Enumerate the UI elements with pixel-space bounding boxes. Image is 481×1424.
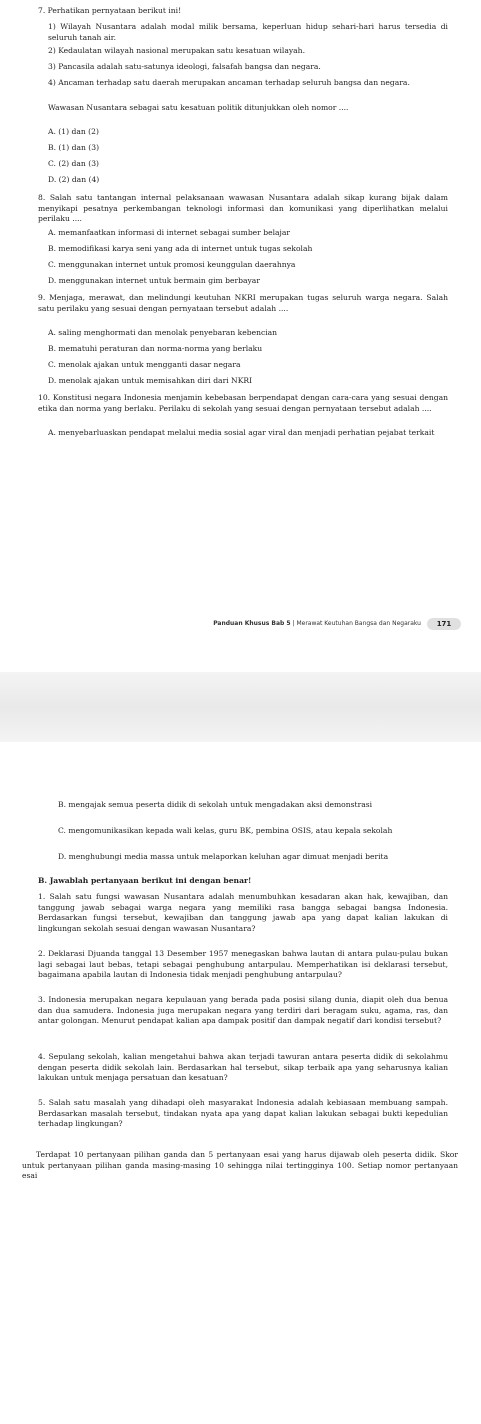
q7-option-b: B. (1) dan (3) [48, 143, 100, 152]
q7-option-c: C. (2) dan (3) [48, 159, 99, 168]
q10-option-a: A. menyebarluaskan pendapat melalui media sosial agar viral dan menjadi perhatian pejabat terkait [48, 428, 435, 437]
essay-question-1: 1. Salah satu fungsi wawasan Nusantara adalah menumbuhkan kesadaran akan hak, kewajiban, dan tanggung jawab sebagai warga negara yang memiliki rasa bangga sebagai bangsa Indonesia. Berdasarkan fungsi tersebut, kewajiban dan tanggung jawab apa yang dapat kalian lakukan di lingkungan sekolah sesuai dengan wawasan Nusantara? [38, 892, 448, 933]
question-8-stem: 8. Salah satu tantangan internal pelaksanaan wawasan Nusantara adalah sikap kurang bijak dalam menyikapi pesatnya perkembangan teknologi informasi dan komunikasi yang diperlihatkan melalui perilaku .... [38, 193, 448, 224]
footer-subtitle: | Merawat Keutuhan Bangsa dan Negaraku [290, 620, 421, 627]
footer-chapter: Panduan Khusus Bab 5 [213, 620, 291, 627]
question-7-stem: 7. Perhatikan pernyataan berikut ini! [38, 6, 182, 15]
q7-statement-4: 4) Ancaman terhadap satu daerah merupakan ancaman terhadap seluruh bangsa dan negara. [48, 78, 410, 87]
q8-option-b: B. memodifikasi karya seni yang ada di internet untuk tugas sekolah [48, 244, 313, 253]
q10-option-d: D. menghubungi media massa untuk melaporkan keluhan agar dimuat menjadi berita [58, 852, 389, 861]
essay-question-3: 3. Indonesia merupakan negara kepulauan yang berada pada posisi silang dunia, diapit oleh dua benua dan dua samudera. Indonesia juga merupakan negara yang terdiri dari beragam suku, agama, ras, dan antar golongan. Menurut pendapat kalian apa dampak positif dan dampak negatif dari kondisi tersebut? [38, 995, 448, 1026]
page-separator [0, 672, 481, 742]
q9-option-b: B. mematuhi peraturan dan norma-norma yang berlaku [48, 344, 263, 353]
essay-question-4: 4. Sepulang sekolah, kalian mengetahui bahwa akan terjadi tawuran antara peserta didik di sekolahmu dengan peserta didik sekolah lain. Berdasarkan hal tersebut, sikap terbaik apa yang seharusnya kalian lakukan untuk menjaga persatuan dan kesatuan? [38, 1052, 448, 1083]
section-b-heading: B. Jawablah pertanyaan berikut ini dengan benar! [38, 876, 252, 885]
q8-option-c: C. menggunakan internet untuk promosi keunggulan daerahnya [48, 260, 296, 269]
q7-statement-1: 1) Wilayah Nusantara adalah modal milik bersama, keperluan hidup sehari-hari harus tersedia di seluruh tanah air. [48, 22, 448, 42]
q8-option-d: D. menggunakan internet untuk bermain gim berbayar [48, 276, 260, 285]
question-9-stem: 9. Menjaga, merawat, dan melindungi keutuhan NKRI merupakan tugas seluruh warga negara. Salah satu perilaku yang sesuai dengan pernyataan tersebut adalah .... [38, 293, 448, 313]
book-page-172 [0, 742, 481, 1424]
essay-question-5: 5. Salah satu masalah yang dihadapi oleh masyarakat Indonesia adalah kebiasaan membuang sampah. Berdasarkan masalah tersebut, tindakan nyata apa yang dapat kalian lakukan sebagai bukti kepedulian terhadap lingkungan? [38, 1098, 448, 1129]
q9-option-d: D. menolak ajakan untuk memisahkan diri dari NKRI [48, 376, 253, 385]
footer-title [213, 620, 421, 627]
q7-prompt: Wawasan Nusantara sebagai satu kesatuan politik ditunjukkan oleh nomor .... [48, 103, 349, 112]
q7-option-a: A. (1) dan (2) [48, 127, 99, 136]
essay-question-2: 2. Deklarasi Djuanda tanggal 13 Desember 1957 menegaskan bahwa lautan di antara pulau-pulau bukan lagi sebagai laut bebas, tetapi sebagai penghubung antarpulau. Memperhatikan isi deklarasi tersebut, bagaimana apabila lautan di Indonesia tidak menjadi penghubung antarpulau? [38, 949, 448, 980]
q7-statement-2: 2) Kedaulatan wilayah nasional merupakan satu kesatuan wilayah. [48, 46, 305, 55]
q10-option-b: B. mengajak semua peserta didik di sekolah untuk mengadakan aksi demonstrasi [58, 800, 373, 809]
q7-statement-3: 3) Pancasila adalah satu-satunya ideologi, falsafah bangsa dan negara. [48, 62, 321, 71]
q7-option-d: D. (2) dan (4) [48, 175, 100, 184]
question-10-stem: 10. Konstitusi negara Indonesia menjamin kebebasan berpendapat dengan cara-cara yang sesuai dengan etika dan norma yang berlaku. Perilaku di sekolah yang sesuai dengan pernyataan tersebut adalah .... [38, 393, 448, 413]
q9-option-a: A. saling menghormati dan menolak penyebaran kebencian [48, 328, 278, 337]
page-footer [0, 618, 481, 630]
book-page-171 [0, 0, 481, 672]
q10-option-c: C. mengomunikasikan kepada wali kelas, guru BK, pembina OSIS, atau kepala sekolah [58, 826, 393, 835]
q9-option-c: C. menolak ajakan untuk mengganti dasar negara [48, 360, 241, 369]
closing-paragraph: Terdapat 10 pertanyaan pilihan ganda dan 5 pertanyaan esai yang harus dijawab oleh peserta didik. Skor untuk pertanyaan pilihan ganda masing-masing 10 sehingga nilai tertingginya 100. Setiap nomor pertanyaan esai [22, 1150, 458, 1181]
q8-option-a: A. memanfaatkan informasi di internet sebagai sumber belajar [48, 228, 291, 237]
page-number-badge: 171 [427, 618, 461, 630]
